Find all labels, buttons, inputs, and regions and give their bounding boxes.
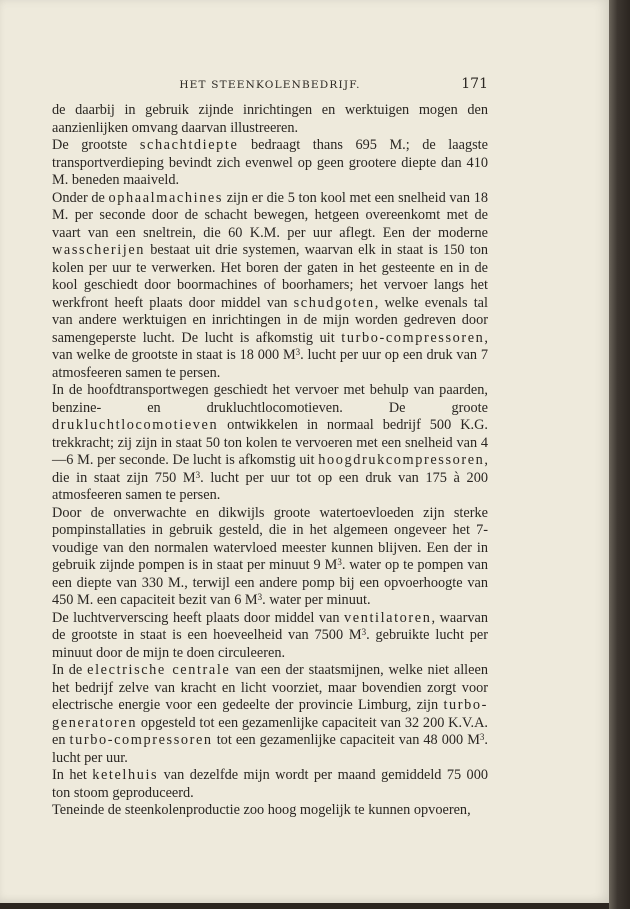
- text-run: Door de onverwachte en dikwijls groote watertoevloeden zijn sterke pompinstallaties in gebruik gesteld, die in het algemeen ongeveer het 7-voudige van den normalen watervloed meester kunnen blijven. Een der in gebruik zijnde pompen is in staat per minuut 9 M: [52, 504, 488, 573]
- spaced-emphasis: wasscherijen: [52, 242, 146, 258]
- text-run: . gebruikte lucht per minuut door de mijn te doen circuleeren.: [52, 627, 489, 661]
- superscript: 3: [361, 627, 367, 637]
- text-run: De luchtververscing heeft plaats door middel van: [52, 609, 344, 626]
- text-run: Teneinde de steenkolenproductie zoo hoog mogelijk te kunnen opvoeren,: [52, 802, 471, 818]
- text-run: . lucht per uur.: [52, 732, 488, 766]
- paragraph: [52, 610, 488, 663]
- spaced-emphasis: ventilatoren: [344, 609, 432, 626]
- superscript: 3: [195, 469, 201, 480]
- spaced-emphasis: ophaalmachines: [108, 189, 224, 206]
- paragraph: [52, 767, 488, 802]
- text-run: . lucht per uur tot op een druk van 175 à 200 atmosfeeren samen te persen.: [52, 469, 488, 503]
- book-gutter-edge: [609, 0, 630, 909]
- text-run: opgesteld tot een gezamenlijke capaciteit van 32 200 K.V.A. en: [52, 714, 488, 748]
- text-run: van dezelfde mijn wordt per maand gemiddeld 75 000 ton stoom geproduceerd.: [52, 767, 488, 801]
- spaced-emphasis: hoogdrukcompressoren: [318, 452, 485, 468]
- superscript: 3: [479, 732, 485, 742]
- text-run: In de: [52, 662, 88, 678]
- text-run: . water per minuut.: [262, 592, 371, 608]
- paragraph: [52, 802, 488, 820]
- text-run: van een der staatsmijnen, welke niet alleen het bedrijf zelve van kracht en licht voorziet, maar bovendien zorgt voor electrische energie voor een gedeelte der provincie Limburg, zijn: [52, 662, 488, 713]
- text-run: . water op te pompen van een diepte van 330 M., terwijl een andere pomp bij een opvoerhoogte van 450 M. een capaciteit bezit van 6 M: [52, 557, 488, 608]
- paragraph: [52, 102, 488, 137]
- text-run: Onder de: [52, 189, 109, 206]
- spaced-emphasis: electrische centrale: [87, 662, 231, 678]
- paragraph: [52, 505, 488, 610]
- spaced-emphasis: turbo-compressoren: [341, 329, 485, 346]
- text-run: In het: [52, 767, 93, 783]
- text-run: . lucht per uur op een druk van 7 atmosfeeren samen te persen.: [52, 347, 488, 381]
- spaced-emphasis: schudgoten: [293, 294, 375, 311]
- superscript: 3: [295, 347, 301, 357]
- paragraph: [52, 662, 488, 767]
- text-run: , waarvan de grootste in staat is een hoeveelheid van 7500 M: [52, 609, 488, 643]
- text-run: zijn er die 5 ton kool met een snelheid van 18 M. per seconde door de schacht bewegen, hetgeen overeenkomt met de vaart van een sneltrein, die 60 K.M. per uur aflegt. Een der moderne: [52, 189, 488, 241]
- paragraph: [52, 382, 488, 505]
- text-run: In de hoofdtransportwegen geschiedt het vervoer met behulp van paarden, benzine- en drukluchtlocomotieven. De groote: [52, 382, 488, 416]
- text-run: bedraagt thans 695 M.; de laagste transportverdieping bevindt zich evenwel op geen grootere diepte dan 410 M. beneden maaiveld.: [52, 137, 488, 188]
- spaced-emphasis: turbo-compressoren: [69, 732, 213, 748]
- spaced-emphasis: schachtdiepte: [139, 137, 239, 153]
- text-run: , van welke de grootste in staat is 18 000 M: [52, 329, 488, 363]
- superscript: 3: [337, 557, 342, 567]
- spaced-emphasis: drukluchtlocomotieven: [52, 417, 219, 433]
- text-run: De grootste: [52, 137, 140, 153]
- paragraph: [52, 190, 488, 383]
- text-run: , welke evenals tal van andere werktuigen en inrichtingen in de mijn worden gedreven door samengeperste lucht. De lucht is afkomstig uit: [52, 294, 489, 346]
- spaced-emphasis: turbo-generatoren: [52, 697, 488, 731]
- running-head: HET STEENKOLENBEDRIJF.: [179, 79, 361, 91]
- text-run: tot een gezamenlijke capaciteit van 48 000 M: [212, 732, 480, 748]
- text-run: bestaat uit drie systemen, waarvan elk in staat is 150 ton kolen per uur te verwerken. Het boren der gaten in het gesteente en in de kool geschiedt door boormachines of boorhamers; het vervoer langs het werkfront heeft plaats door middel van: [52, 242, 488, 311]
- superscript: 3: [257, 592, 263, 602]
- text-run: ontwikkelen in normaal bedrijf 500 K.G. trekkracht; zij zijn in staat 50 ton kolen te vervoeren met een snelheid van 4—6 M. per seconde. De lucht is afkomstig uit: [52, 417, 488, 468]
- body-text: [52, 102, 488, 820]
- text-run: , die in staat zijn 750 M: [52, 452, 488, 486]
- page-header: [52, 76, 488, 96]
- page-number: 171: [461, 76, 488, 92]
- text-run: de daarbij in gebruik zijnde inrichtingen en werktuigen mogen den aanzienlijken omvang daarvan illustreeren.: [52, 102, 488, 136]
- spaced-emphasis: ketelhuis: [92, 767, 159, 783]
- paragraph: [52, 137, 488, 190]
